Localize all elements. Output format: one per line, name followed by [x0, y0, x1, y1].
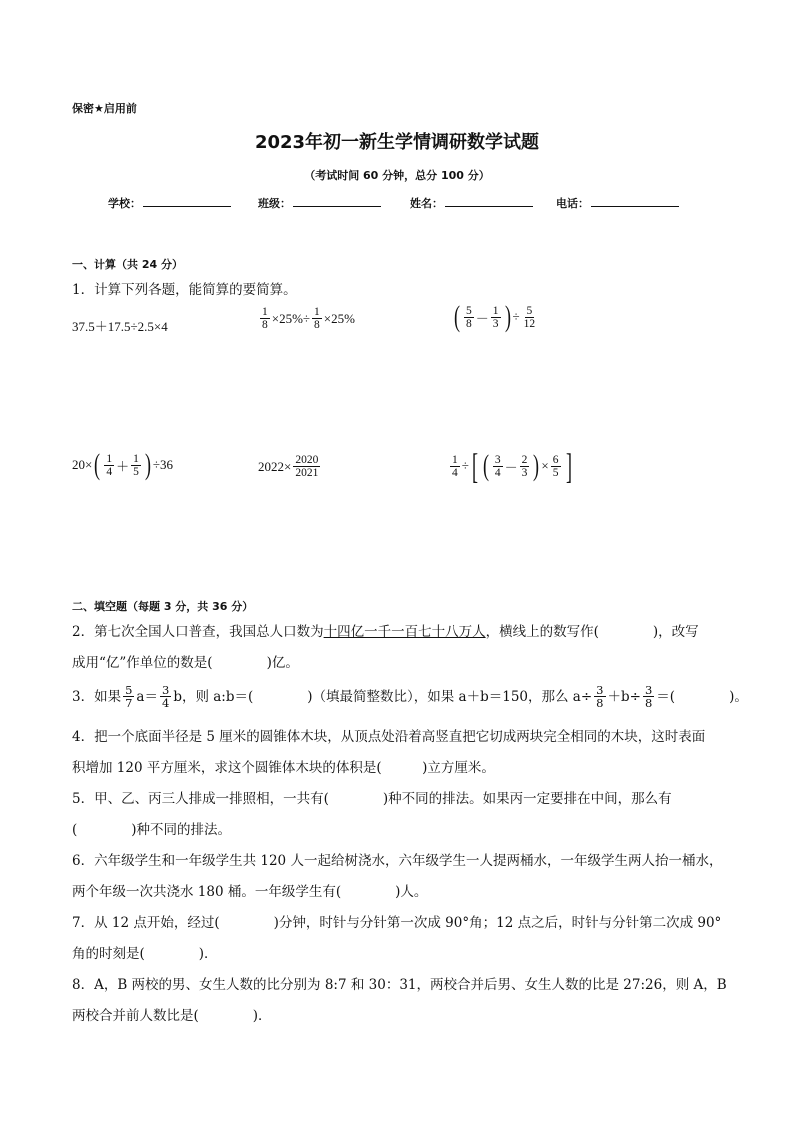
section-1-heading: 一、计算（共 24 分） [72, 258, 183, 271]
exam-subtitle: （考试时间 60 分钟，总分 100 分） [304, 169, 490, 182]
question-5-line-1: 5．甲、乙、丙三人排成一排照相，一共有( )种不同的排法。如果丙一定要排在中间，那么有 [72, 791, 672, 807]
question-6-line-1: 6．六年级学生和一年级学生共 120 人一起给树浇水，六年级学生一人提两桶水，一年级学生两人抬一桶水， [72, 853, 723, 869]
name-label: 姓名： [410, 197, 443, 210]
name-field[interactable] [410, 194, 533, 211]
expr-6: $\frac{1}{4}$ ÷ [ ( $\frac{3}{4}$ － $\frac{2}{3}$ ) × $\frac{6}{5}$ ] [452, 446, 572, 486]
question-2-line-2: 成用“亿”作单位的数是( )亿。 [72, 655, 299, 671]
page-title: 2023年初一新生学情调研数学试题 [254, 132, 540, 153]
expr-4: 20× ( $\frac{1}{4}$ ＋ $\frac{1}{5}$ ) ÷36 [72, 448, 173, 481]
expr-1: 37.5＋17.5÷2.5×4 [72, 319, 168, 334]
question-4-line-1: 4．把一个底面半径是 5 厘米的圆锥体木块，从顶点处沿着高竖直把它切成两块完全相同的木块，这时表面 [72, 729, 706, 745]
expr-5: 2022× $\frac{2020}{2021}$ [258, 454, 319, 479]
expr-2: $\frac{1}{8}$ ×25%÷ $\frac{1}{8}$ ×25% [262, 306, 355, 331]
phone-label: 电话： [556, 197, 589, 210]
question-3: 3．如果 $\frac{5}{7}$ a＝ $\frac{3}{4}$ b，则 a:b＝( )（填最简整数比），如果 a＋b＝150，那么 a÷ $\frac{3}{8}$ ＋b÷ $\frac{3}{8}$ ＝( )。 [72, 683, 748, 710]
question-7-line-1: 7．从 12 点开始，经过( )分钟，时针与分针第一次成 90°角；12 点之后，时针与分针第二次成 90° [72, 915, 722, 931]
class-label: 班级： [258, 197, 291, 210]
expr-3: ( $\frac{5}{8}$ － $\frac{1}{3}$ ) ÷ $\frac{5}{12}$ [454, 300, 536, 333]
confidential-label: 保密★启用前 [72, 102, 137, 115]
section-2-heading: 二、填空题（每题 3 分，共 36 分） [72, 600, 254, 613]
school-label: 学校： [108, 197, 141, 210]
question-2-line-1: 2．第七次全国人口普查，我国总人口数为十四亿一千一百七十八万人，横线上的数写作( )，改写 [72, 624, 699, 640]
class-field[interactable] [258, 194, 381, 211]
question-6-line-2: 两个年级一次共浇水 180 桶。一年级学生有( )人。 [72, 884, 428, 900]
question-4-line-2: 积增加 120 平方厘米，求这个圆锥体木块的体积是( )立方厘米。 [72, 760, 495, 776]
question-7-line-2: 角的时刻是( )． [72, 946, 218, 962]
question-8-line-1: 8．A，B 两校的男、女生人数的比分别为 8:7 和 30：31，两校合并后男、女生人数的比是 27:26，则 A，B [72, 977, 727, 993]
question-8-line-2: 两校合并前人数比是( )． [72, 1008, 272, 1024]
question-1: 1．计算下列各题，能简算的要简算。 [72, 282, 297, 298]
school-field[interactable] [108, 194, 231, 211]
phone-field[interactable] [556, 194, 679, 211]
question-5-line-2: ( )种不同的排法。 [72, 822, 232, 838]
